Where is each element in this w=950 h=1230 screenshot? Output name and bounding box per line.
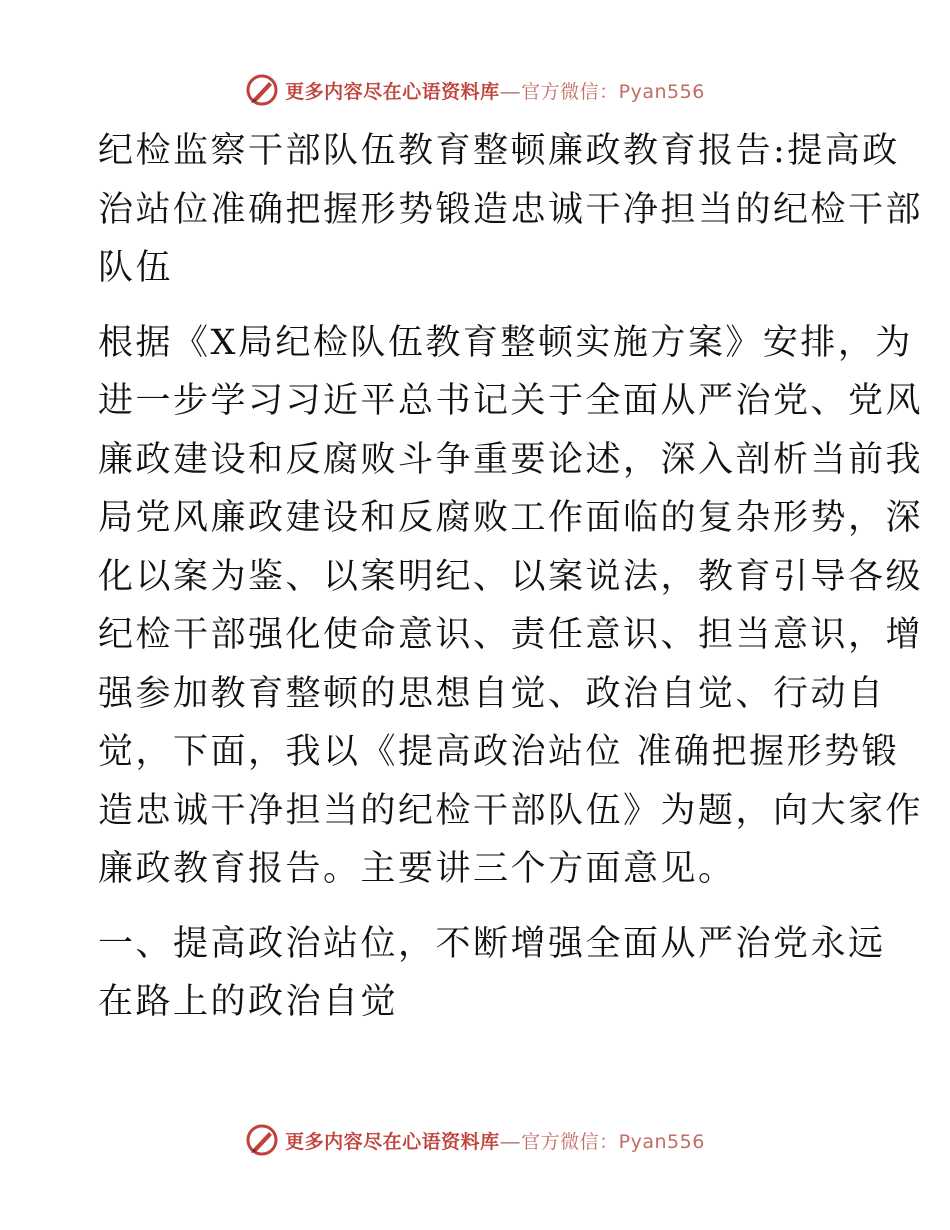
heading-line: 在路上的政治自觉 [98, 982, 399, 1022]
body-line: 局党风廉政建设和反腐败工作面临的复杂形势，深 [98, 498, 924, 538]
document-title [98, 122, 924, 298]
header-brand: 更多内容尽在心语资料库 [285, 80, 500, 103]
document-body-paragraph [98, 314, 924, 899]
body-line: 廉政教育报告。主要讲三个方面意见。 [98, 849, 736, 889]
footer-banner [0, 1120, 950, 1160]
header-banner [0, 70, 950, 110]
body-line: 廉政建设和反腐败斗争重要论述，深入剖析当前我 [98, 439, 924, 480]
title-line: 治站位准确把握形势锻造忠诚干净担当的纪检干部 [98, 189, 924, 230]
footer-banner-text [285, 1127, 705, 1154]
heading-line: 一、提高政治站位，不断增强全面从严治党永远 [98, 923, 886, 964]
body-line: 进一步学习习近平总书记关于全面从严治党、党风 [98, 381, 924, 421]
body-line: 强参加教育整顿的思想自觉、政治自觉、行动自 [98, 673, 886, 714]
header-banner-text [285, 77, 705, 104]
title-line: 纪检监察干部队伍教育整顿廉政教育报告:提高政 [98, 131, 900, 171]
footer-wechat: 官方微信：Pyan556 [521, 1130, 705, 1153]
pen-logo-icon [245, 1123, 279, 1157]
header-dash: — [500, 81, 521, 103]
body-line: 纪检干部强化使命意识、责任意识、担当意识，增 [98, 615, 924, 655]
document-content [98, 122, 924, 1032]
body-line: 觉，下面，我以《提高政治站位 准确把握形势锻 [98, 732, 900, 772]
footer-banner-inner [245, 1123, 705, 1157]
body-line: 造忠诚干净担当的纪检干部队伍》为题，向大家作 [98, 790, 924, 831]
footer-dash: — [500, 1131, 521, 1153]
header-wechat: 官方微信：Pyan556 [521, 80, 705, 103]
body-line: 化以案为鉴、以案明纪、以案说法，教育引导各级 [98, 556, 924, 597]
footer-brand: 更多内容尽在心语资料库 [285, 1130, 500, 1153]
header-banner-inner [245, 73, 705, 107]
body-line: 根据《X局纪检队伍教育整顿实施方案》安排，为 [98, 322, 913, 363]
title-line: 队伍 [98, 248, 174, 288]
section-heading [98, 915, 886, 1032]
pen-logo-icon [245, 73, 279, 107]
